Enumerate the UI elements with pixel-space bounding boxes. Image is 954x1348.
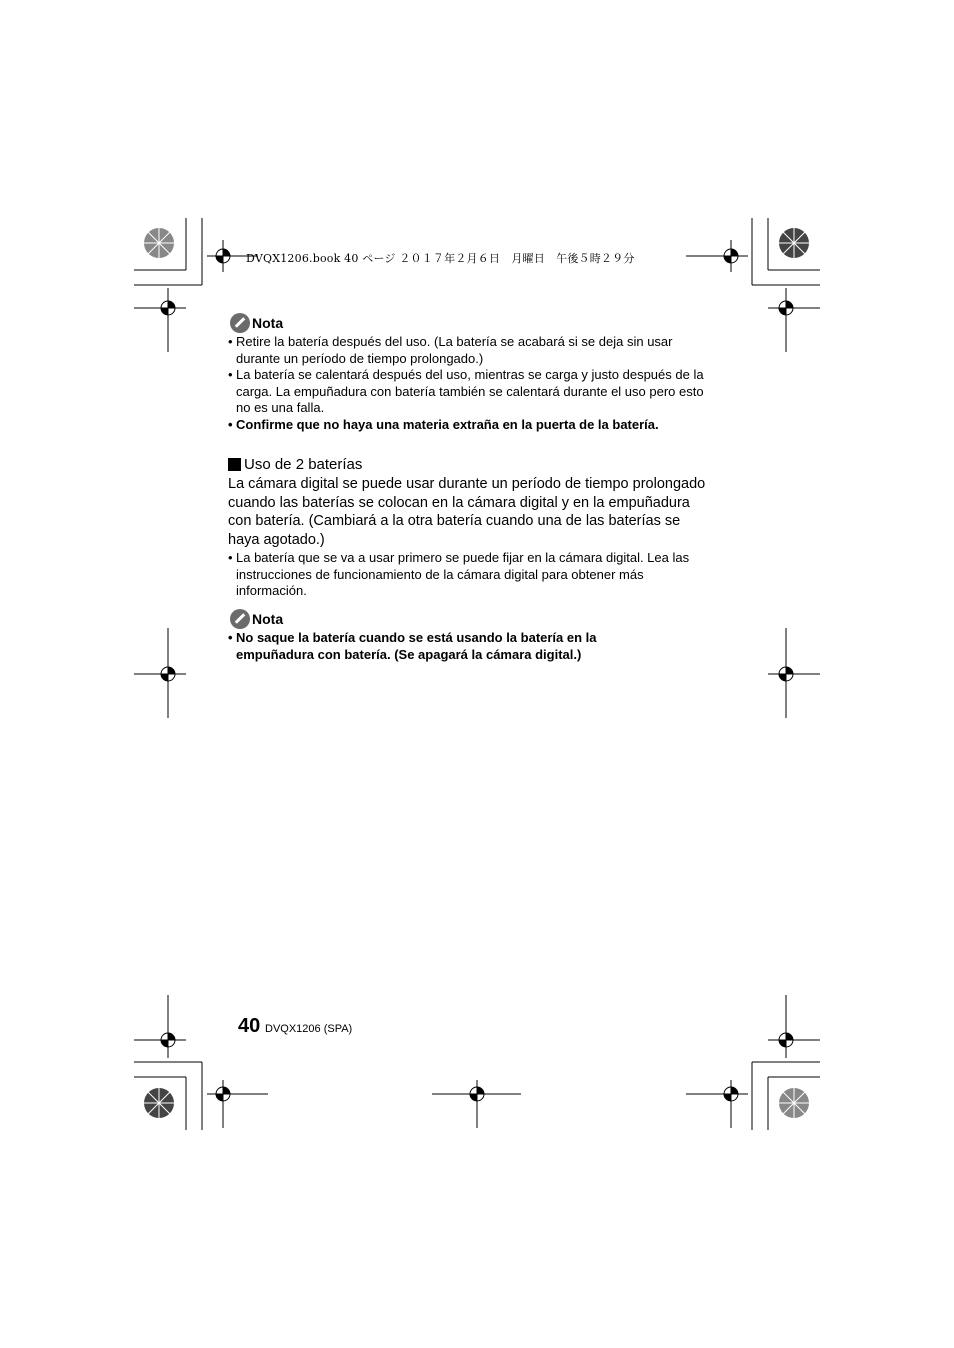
section-paragraph: La cámara digital se puede usar durante un período de tiempo prolongado cuando las baterías se colocan en la cámara digital y en la empuñadura con batería. (Cambiará a la otra batería cuando una de las baterías se haya agotado.) <box>228 476 706 548</box>
print-header-line: DVQX1206.book 40 ページ ２０１７年２月６日 月曜日 午後５時２９分 <box>246 252 635 265</box>
note-bullet: • La batería se calentará después del uso, mientras se carga y justo después de la carga. La empuñadura con batería también se calentará durante el uso pero esto no es una falla. <box>228 367 708 417</box>
page-number: 40 <box>238 1015 261 1037</box>
pencil-note-icon <box>230 313 250 333</box>
note-label: Nota <box>252 315 284 331</box>
note-bullet: • Retire la batería después del uso. (La batería se acabará si se deja sin usar durante un período de tiempo prolongado.) <box>228 334 708 367</box>
section-title: Uso de 2 baterías <box>244 456 363 473</box>
note-bullet-bold: • Confirme que no haya una materia extraña en la puerta de la batería. <box>228 417 708 434</box>
section-heading <box>228 456 362 473</box>
note-bullet-bold: • No saque la batería cuando se está usando la batería en la empuñadura con batería. (Se apagará la cámara digital.) <box>228 630 648 663</box>
section-bullet: • La batería que se va a usar primero se puede fijar en la cámara digital. Lea las instrucciones de funcionamiento de la cámara digital para obtener más información. <box>228 550 708 600</box>
square-bullet-icon <box>228 458 241 471</box>
pencil-note-icon <box>230 609 250 629</box>
note-heading <box>230 609 283 629</box>
note-label: Nota <box>252 611 284 627</box>
note-heading <box>230 313 283 333</box>
document-code: DVQX1206 (SPA) <box>265 1023 353 1035</box>
